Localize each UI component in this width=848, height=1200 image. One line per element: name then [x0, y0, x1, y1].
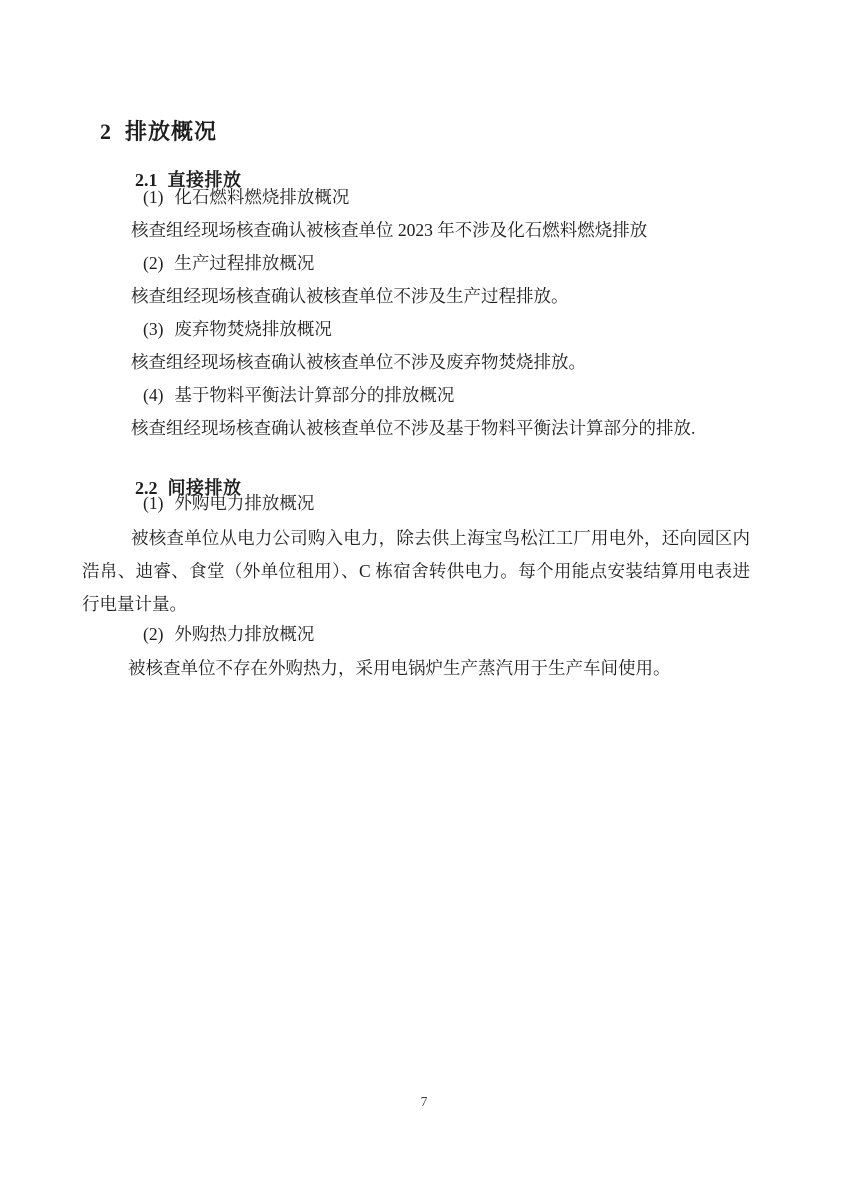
list-item-mass-balance [143, 385, 454, 406]
list-item-title: 外购热力排放概况 [174, 624, 315, 644]
list-item-label: (3) [143, 319, 164, 339]
list-item-title: 基于物料平衡法计算部分的排放概况 [174, 385, 455, 405]
section-heading-number: 2.1 [135, 169, 158, 190]
list-item-waste-incineration [143, 319, 332, 340]
list-item-purchased-electricity [143, 493, 314, 514]
paragraph-mass-balance: 核查组经现场核查确认被核查单位不涉及基于物料平衡法计算部分的排放. [131, 418, 696, 438]
paragraph-purchased-electricity: 被核查单位从电力公司购入电力，除去供上海宝鸟松江工厂用电外，还向园区内浩帛、迪睿、食堂（外单位租用）、C 栋宿舍转供电力。每个用能点安装结算用电表进行电量计量。 [82, 528, 750, 614]
page-title [100, 115, 217, 146]
paragraph-fossil-fuel: 核查组经现场核查确认被核查单位 2023 年不涉及化石燃料燃烧排放 [131, 220, 648, 240]
section-heading-number: 2.2 [135, 477, 158, 498]
list-item-label: (2) [143, 624, 164, 644]
list-item-title: 生产过程排放概况 [174, 253, 315, 273]
list-item-title: 外购电力排放概况 [174, 493, 315, 513]
list-item-purchased-heat [143, 624, 314, 645]
page-number: 7 [420, 1094, 428, 1109]
section-heading-text: 直接排放 [167, 169, 242, 190]
page-title-text: 排放概况 [125, 118, 218, 144]
page-title-number: 2 [100, 118, 111, 144]
section-heading-text: 间接排放 [167, 477, 242, 498]
list-item-label: (1) [143, 493, 164, 513]
list-item-label: (1) [143, 187, 164, 207]
paragraph-production-process: 核查组经现场核查确认被核查单位不涉及生产过程排放。 [131, 286, 569, 306]
paragraph-waste-incineration: 核查组经现场核查确认被核查单位不涉及废弃物焚烧排放。 [131, 352, 586, 372]
list-item-label: (4) [143, 385, 164, 405]
list-item-label: (2) [143, 253, 164, 273]
list-item-title: 化石燃料燃烧排放概况 [174, 187, 350, 207]
paragraph-purchased-heat: 被核查单位不存在外购热力，采用电锅炉生产蒸汽用于生产车间使用。 [128, 658, 671, 678]
list-item-fossil-fuel [143, 187, 349, 208]
list-item-production-process [143, 253, 314, 274]
list-item-title: 废弃物焚烧排放概况 [174, 319, 332, 339]
